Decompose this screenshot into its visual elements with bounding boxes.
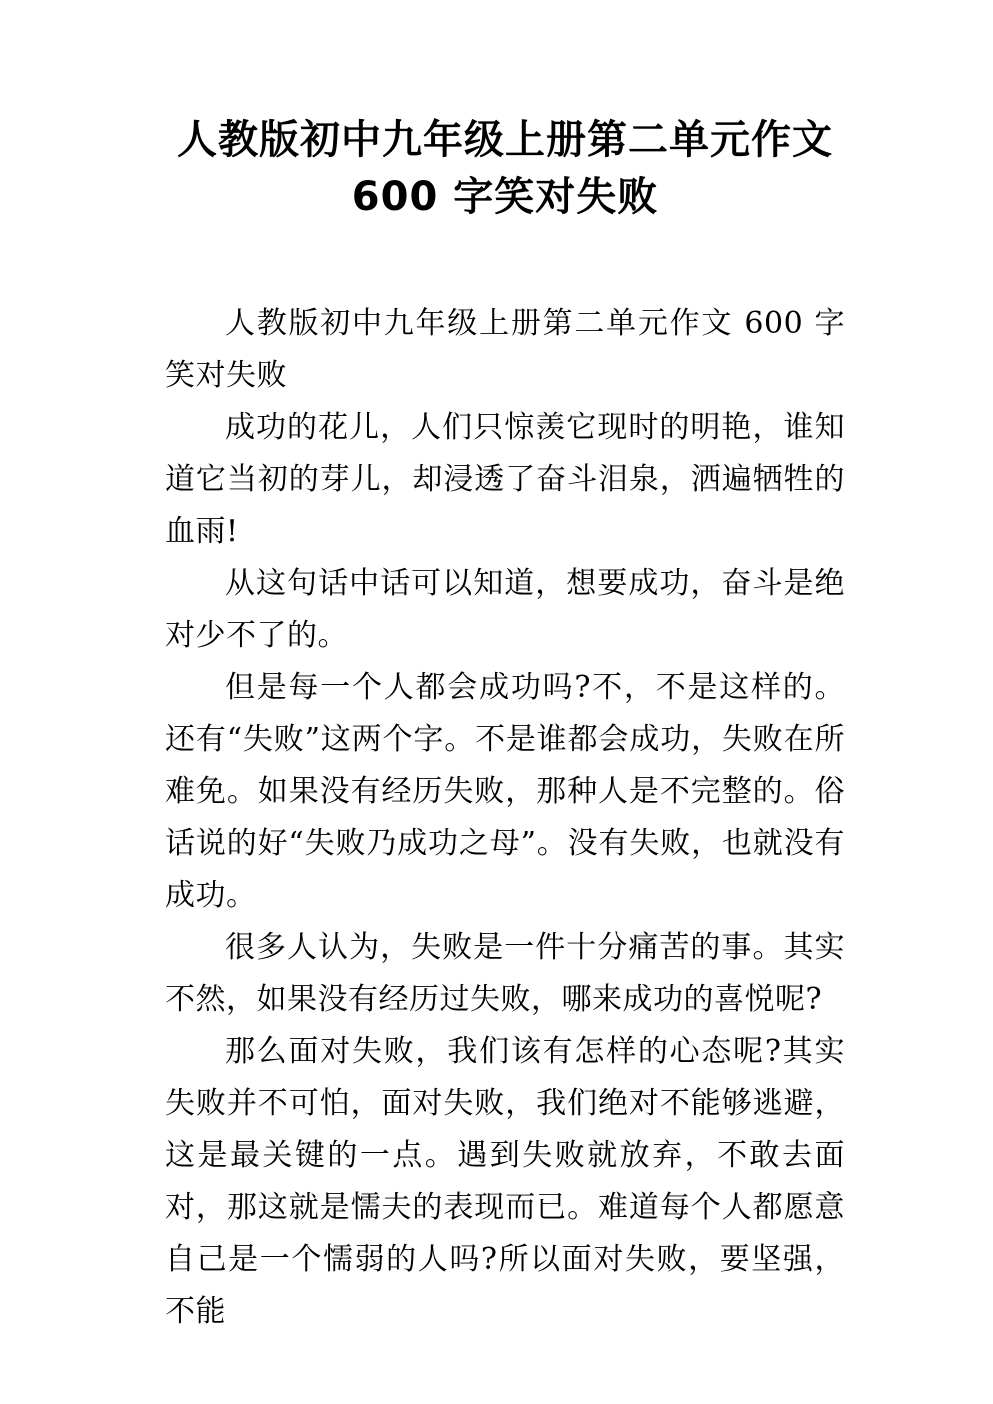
document-title-line-1: 人教版初中九年级上册第二单元作文 <box>177 117 833 163</box>
paragraph-heading-repeat: 人教版初中九年级上册第二单元作文 600 字笑对失败 <box>165 306 845 393</box>
document-title-line-2: 600 字笑对失败 <box>351 174 659 220</box>
essay-body <box>165 298 845 1338</box>
paragraph-need-struggle: 从这句话中话可以知道，想要成功，奋斗是绝对少不了的。 <box>165 566 845 653</box>
paragraph-face-failure: 那么面对失败，我们该有怎样的心态呢?其实失败并不可怕，面对失败，我们绝对不能够逃避，这是最关键的一点。遇到失败就放弃，不敢去面对，那这就是懦夫的表现而已。难道每个人都愿意自己是一个懦弱的人吗?所以面对失败，要坚强，不能 <box>165 1034 845 1329</box>
paragraph-failure-inevitable: 但是每一个人都会成功吗?不，不是这样的。还有“失败”这两个字。不是谁都会成功，失败在所难免。如果没有经历失败，那种人是不完整的。俗话说的好“失败乃成功之母”。没有失败，也就没有成功。 <box>165 670 845 913</box>
paragraph-failure-painful: 很多人认为，失败是一件十分痛苦的事。其实不然，如果没有经历过失败，哪来成功的喜悦呢? <box>165 930 845 1017</box>
paragraph-quote-flower: 成功的花儿，人们只惊羡它现时的明艳，谁知道它当初的芽儿，却浸透了奋斗泪泉，洒遍牺牲的血雨! <box>165 410 845 549</box>
document-title <box>165 112 845 226</box>
